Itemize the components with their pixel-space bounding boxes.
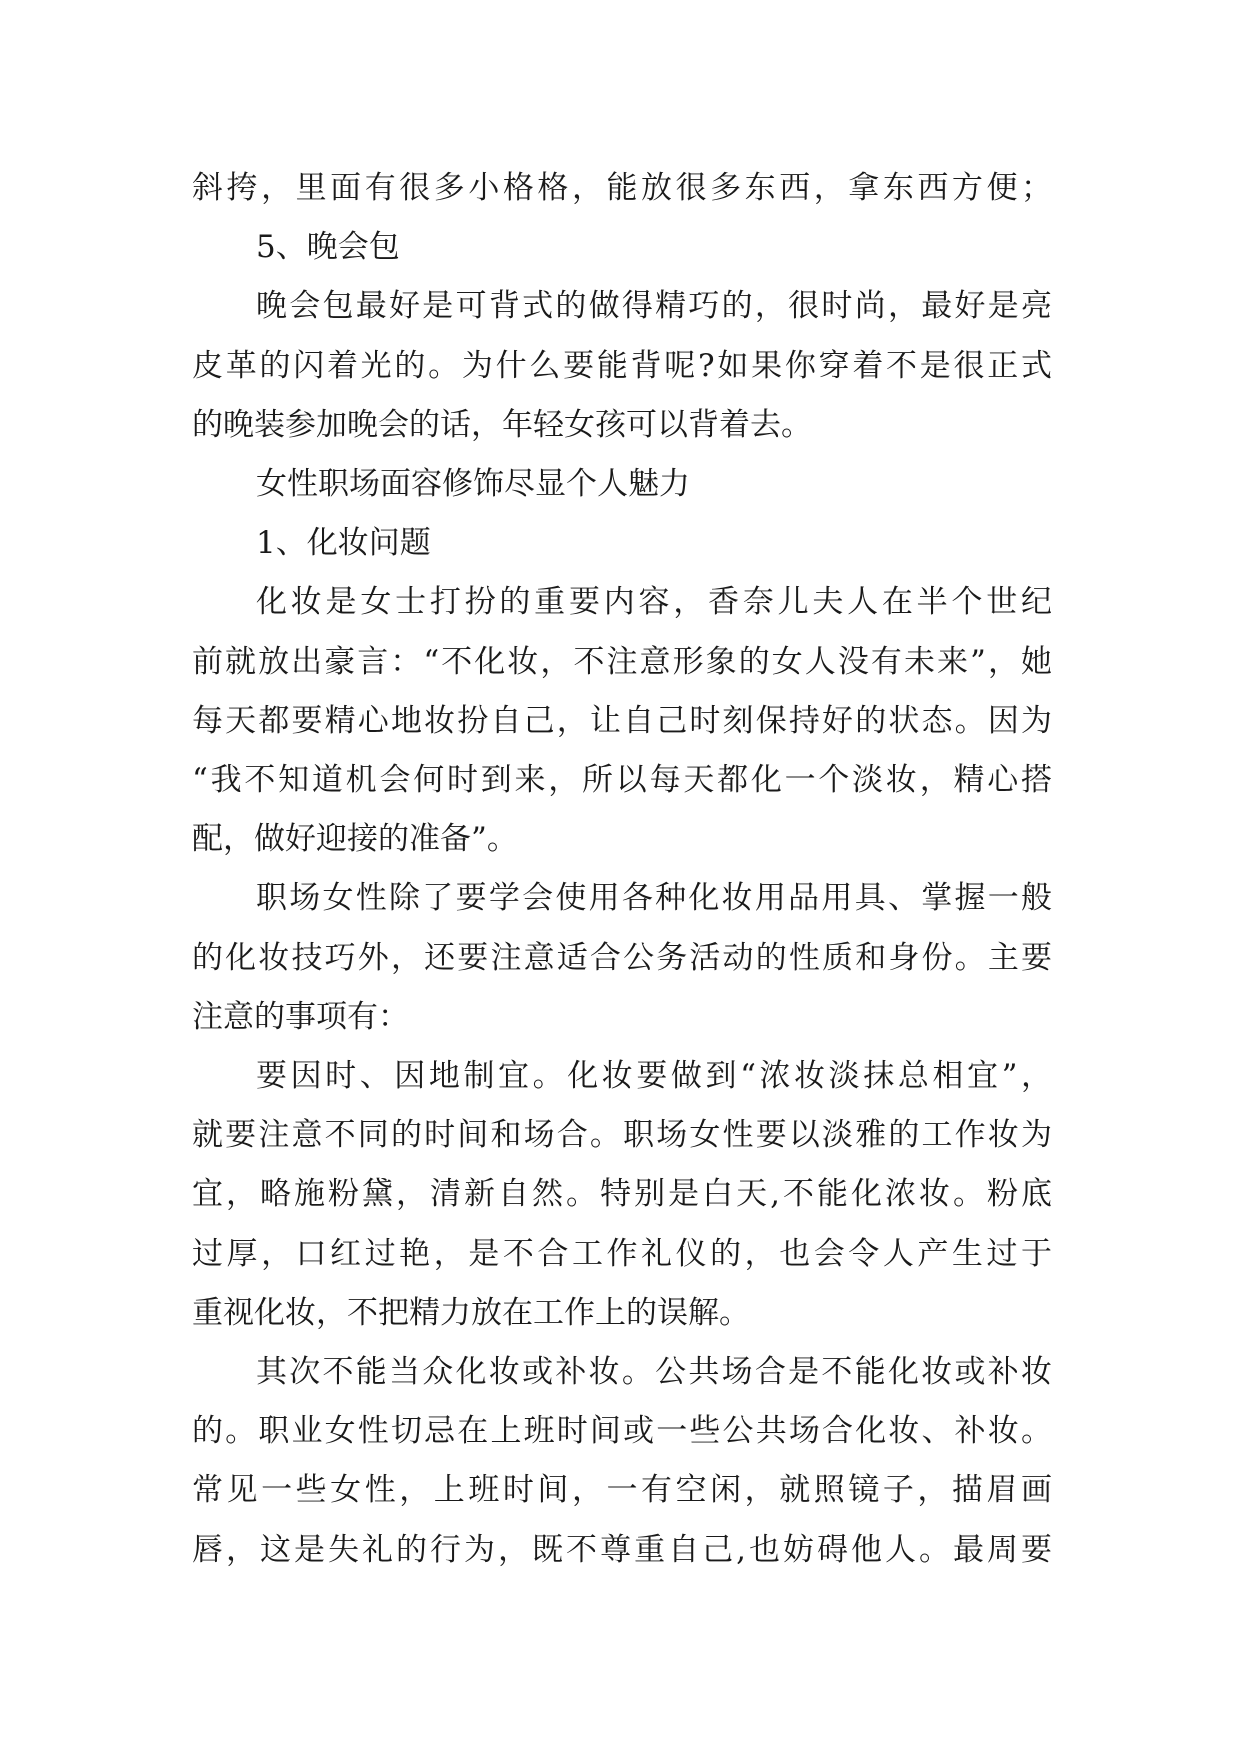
text-line: 每天都要精心地妆扮自己，让自己时刻保持好的状态。因为	[192, 703, 1052, 739]
text-line: 职场女性除了要学会使用各种化妆用品用具、掌握一般	[256, 880, 1052, 916]
text-line: 其次不能当众化妆或补妆。公共场合是不能化妆或补妆	[256, 1354, 1052, 1390]
text-line: 化妆是女士打扮的重要内容，香奈儿夫人在半个世纪	[256, 584, 1052, 620]
text-line: 重视化妆，不把精力放在工作上的误解。	[192, 1295, 750, 1331]
text-line: 唇，这是失礼的行为，既不尊重自己,也妨碍他人。最周要	[192, 1532, 1052, 1568]
section-heading: 5、晚会包	[256, 229, 400, 265]
text-line: 斜挎，里面有很多小格格，能放很多东西，拿东西方便；	[192, 170, 1052, 206]
text-line: 的化妆技巧外，还要注意适合公务活动的性质和身份。主要	[192, 940, 1052, 976]
text-line: 过厚，口红过艳，是不合工作礼仪的，也会令人产生过于	[192, 1236, 1052, 1272]
text-line: 就要注意不同的时间和场合。职场女性要以淡雅的工作妆为	[192, 1117, 1052, 1153]
text-line: 宜，略施粉黛，清新自然。特别是白天,不能化浓妆。粉底	[192, 1176, 1052, 1212]
text-line: 晚会包最好是可背式的做得精巧的，很时尚，最好是亮	[256, 288, 1052, 324]
text-line: 的晚装参加晚会的话，年轻女孩可以背着去。	[192, 407, 812, 443]
text-line: 注意的事项有：	[192, 999, 409, 1035]
text-line: “我不知道机会何时到来，所以每天都化一个淡妆，精心搭	[192, 762, 1052, 798]
text-line: 常见一些女性，上班时间，一有空闲，就照镜子，描眉画	[192, 1472, 1052, 1508]
text-line: 前就放出豪言：“不化妆，不注意形象的女人没有未来”，她	[192, 644, 1052, 680]
text-line: 皮革的闪着光的。为什么要能背呢?如果你穿着不是很正式	[192, 348, 1052, 384]
text-line: 的。职业女性切忌在上班时间或一些公共场合化妆、补妆。	[192, 1413, 1052, 1449]
section-heading: 女性职场面容修饰尽显个人魅力	[256, 466, 690, 502]
text-line: 要因时、因地制宜。化妆要做到“浓妆淡抹总相宜”，	[256, 1058, 1052, 1094]
section-heading: 1、化妆问题	[256, 525, 431, 561]
text-line: 配，做好迎接的准备”。	[192, 821, 518, 857]
